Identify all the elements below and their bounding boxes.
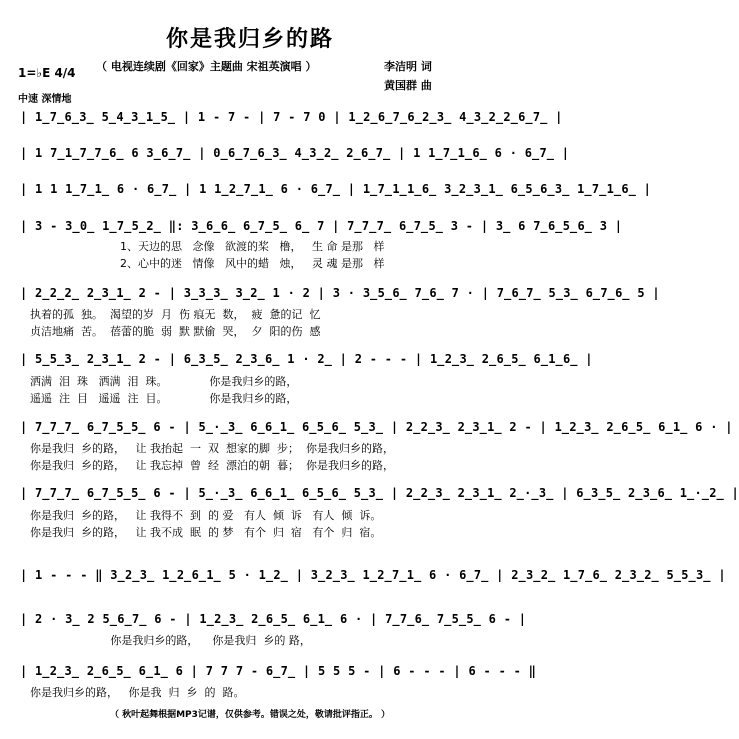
lyrics-row-10: 你是我归乡的路， 你是我归 乡的 路， (30, 634, 311, 647)
score-row-10: | 2 · 3̲ 2 5̲6̲7̲ 6 - | 1̲2̲3̲ 2̲6̲5̲ 6̲1̲ 6 · | 7̲7̲6̲ 7̲5̲5̲ 6 - | (20, 612, 527, 626)
lyricist-credit: 李洁明 词 (384, 60, 432, 73)
score-row-9: | 1 - - - ‖ 3̲2̲3̲ 1̲2̲6̲1̲ 5 · 1̲2̲ | 3̲2̲3̲ 1̲2̲7̲1̲ 6 · 6̲7̲ | 2̲3̲2̲ 1̲7̲6̲ 2̲3̲2̲ 5̲5̲3̲ | (20, 568, 726, 582)
lyrics-row-6-verse-2: 遥遥 注 目 遥遥 注 目。 你是我归乡的路， (30, 392, 298, 405)
score-row-1: | 1̲7̲6̲3̲ 5̲4̲3̲1̲5̲ | 1 - 7 - | 7 - 7 0 | 1̲2̲6̲7̲6̲2̲3̲ 4̲3̲2̲2̲6̲7̲ | (20, 110, 563, 124)
tempo-marking: 中速 深情地 (18, 94, 72, 105)
lyrics-row-7-verse-1: 你是我归 乡的路， 让 我抬起 一 双 想家的脚 步； 你是我归乡的路， (30, 442, 394, 455)
score-row-3: | 1 1 1̲7̲1̲ 6 · 6̲7̲ | 1 1̲2̲7̲1̲ 6 · 6̲7̲ | 1̲7̲1̲1̲6̲ 3̲2̲3̲1̲ 6̲5̲6̲3̲ 1̲7̲1̲6̲ | (20, 182, 652, 196)
song-subtitle: （ 电视连续剧《回家》主题曲 宋祖英演唱 ） (96, 60, 317, 73)
composer-credit: 黄国群 曲 (384, 79, 432, 92)
score-row-8: | 7̲7̲7̲ 6̲7̲5̲5̲ 6 - | 5̲·̲3̲ 6̲6̲1̲ 6̲5̲6̲ 5̲3̲ | 2̲2̲3̲ 2̲3̲1̲ 2̲·̲3̲ | 6̲3̲5̲ 2̲3̲6̲ 1̲·̲2̲ | (20, 486, 739, 500)
lyrics-row-4-verse-1: 1、天边的思 念像 欲渡的桨 橹， 生 命 是那 样 (120, 240, 385, 253)
score-row-11: | 1̲2̲3̲ 2̲6̲5̲ 6̲1̲ 6 | 7 7 7 - 6̲7̲ | 5 5 5 - | 6 - - - | 6 - - - ‖ (20, 664, 537, 678)
score-row-6: | 5̲5̲3̲ 2̲3̲1̲ 2 - | 6̲3̲5̲ 2̲3̲6̲ 1 · 2̲ | 2 - - - | 1̲2̲3̲ 2̲6̲5̲ 6̲1̲6̲ | (20, 352, 593, 366)
lyrics-row-8-verse-1: 你是我归 乡的路， 让 我得不 到 的 爱 有人 倾 诉 有人 倾 诉。 (30, 509, 382, 522)
score-row-5: | 2̲2̲2̲ 2̲3̲1̲ 2 - | 3̲3̲3̲ 3̲2̲ 1 · 2 | 3 · 3̲5̲6̲ 7̲6̲ 7 · | 7̲6̲7̲ 5̲3̲ 6̲7̲6̲ 5 | (20, 286, 660, 300)
lyrics-row-8-verse-2: 你是我归 乡的路， 让 我不成 眠 的 梦 有个 归 宿 有个 归 宿。 (30, 526, 382, 539)
lyrics-row-5-verse-2: 贞洁地痛 苦。 蓓蕾的脆 弱 默 默偷 哭， 夕 阳的伤 感 (30, 325, 321, 338)
score-row-4: | 3 - 3̲0̲ 1̲7̲5̲2̲ ‖: 3̲6̲6̲ 6̲7̲5̲ 6̲ 7 | 7̲7̲7̲ 6̲7̲5̲ 3 - | 3̲ 6 7̲6̲5̲6̲ 3 | (20, 219, 623, 233)
lyrics-row-7-verse-2: 你是我归 乡的路， 让 我忘掉 曾 经 漂泊的朝 暮； 你是我归乡的路， (30, 459, 394, 472)
lyrics-row-4-verse-2: 2、心中的迷 情像 风中的蜡 烛， 灵 魂 是那 样 (120, 257, 385, 270)
lyrics-row-11: 你是我归乡的路， 你是我 归 乡 的 路。 (30, 686, 245, 699)
lyrics-row-6-verse-1: 洒满 泪 珠 洒满 泪 珠。 你是我归乡的路， (30, 375, 298, 388)
key-signature: 1=♭E 4/4 (18, 66, 76, 80)
score-row-2: | 1 7̲1̲7̲7̲6̲ 6 3̲6̲7̲ | 0̲6̲7̲6̲3̲ 4̲3̲2̲ 2̲6̲7̲ | 1 1̲7̲1̲6̲ 6 · 6̲7̲ | (20, 146, 570, 160)
footer-note: （ 秋叶起舞根据MP3记谱，仅供参考。错误之处，敬请批评指正。 ） (109, 710, 391, 720)
song-title: 你是我归乡的路 (165, 27, 334, 52)
lyrics-row-5-verse-1: 执着的孤 独。 渴望的岁 月 伤 痕无 数， 疲 惫的记 忆 (30, 308, 321, 321)
score-row-7: | 7̲7̲7̲ 6̲7̲5̲5̲ 6 - | 5̲·̲3̲ 6̲6̲1̲ 6̲5̲6̲ 5̲3̲ | 2̲2̲3̲ 2̲3̲1̲ 2 - | 1̲2̲3̲ 2̲6̲5̲ 6̲1̲ 6 · | (20, 420, 733, 434)
